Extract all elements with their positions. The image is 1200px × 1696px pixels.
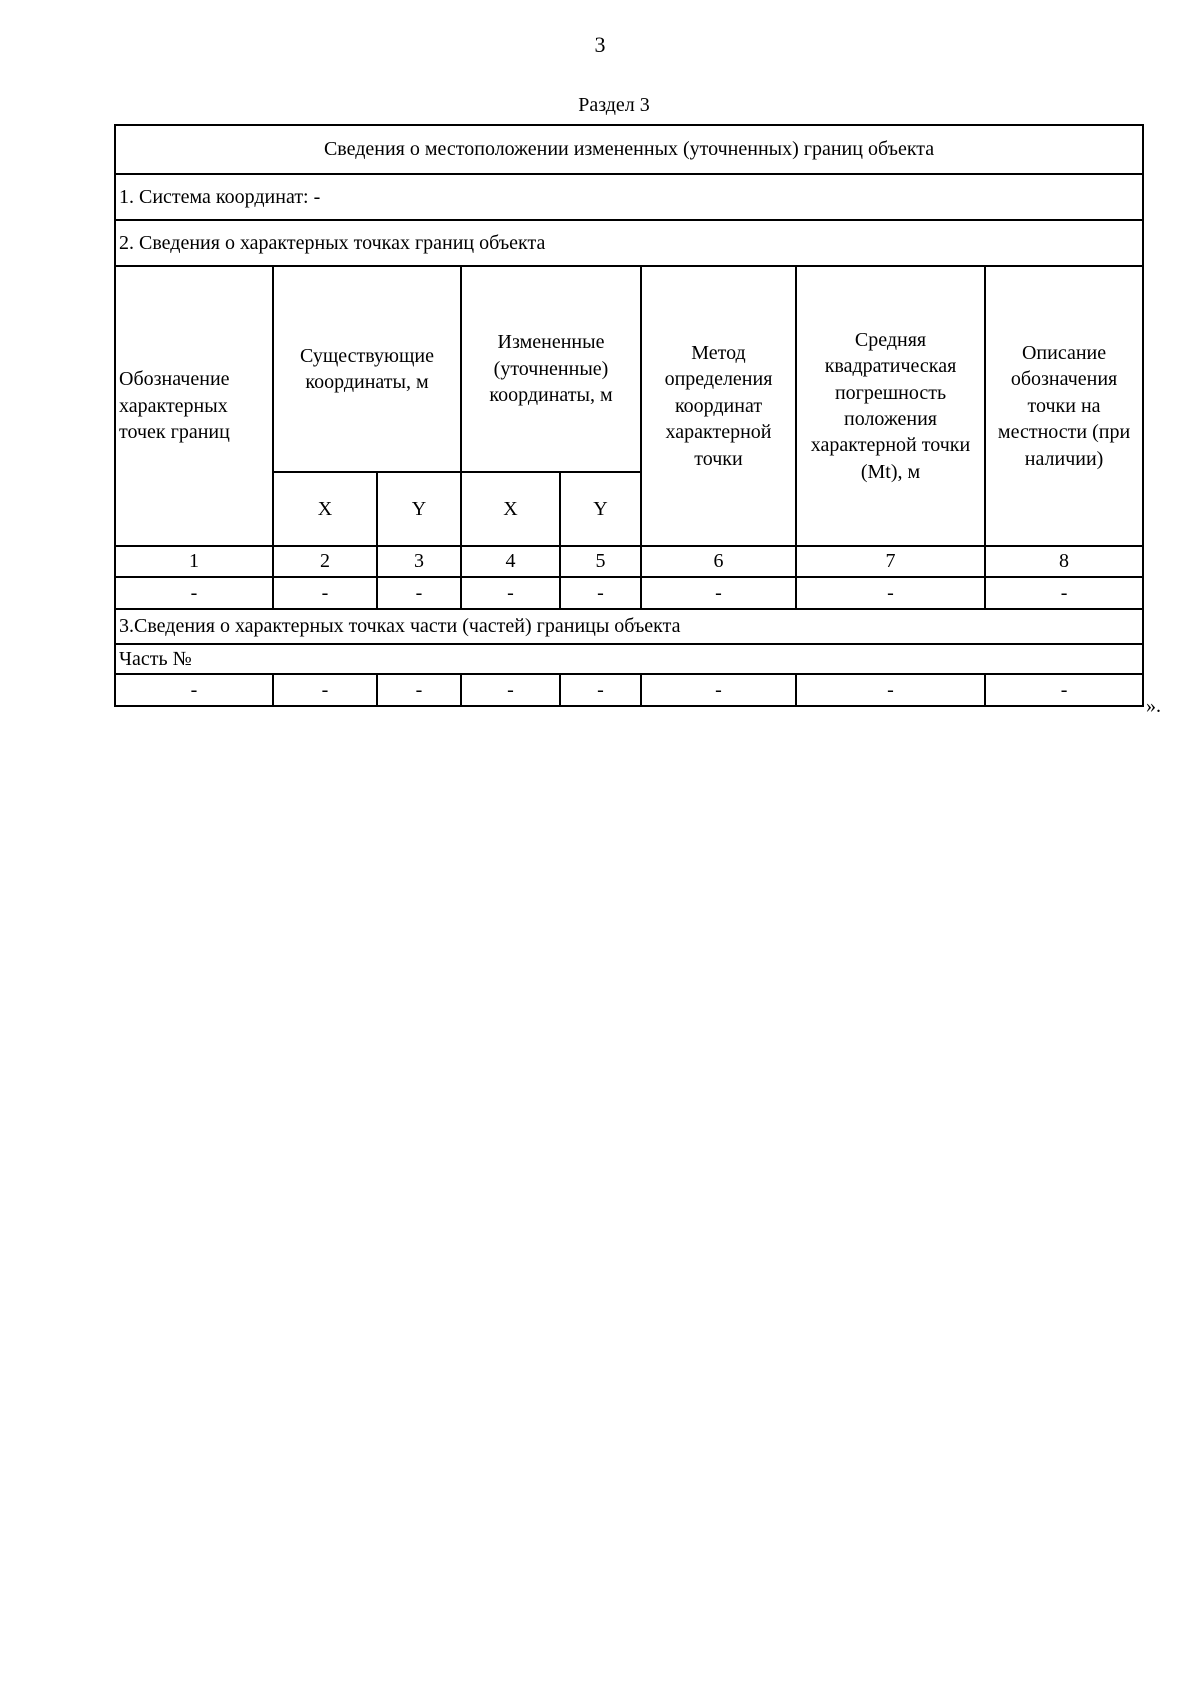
header-changed-x: X <box>461 472 560 546</box>
table-cell: - <box>641 674 796 706</box>
table-row <box>115 674 1143 706</box>
header-method: Метод определения координат характерной точки <box>641 266 796 546</box>
table-cell: - <box>560 674 641 706</box>
table-row <box>115 577 1143 609</box>
table-cell: - <box>985 577 1143 609</box>
header-changed-coordinates: Измененные (уточненные) координаты, м <box>461 266 641 472</box>
column-number: 4 <box>461 546 560 577</box>
column-number: 7 <box>796 546 985 577</box>
table-cell: - <box>377 674 461 706</box>
column-number: 2 <box>273 546 377 577</box>
coordinate-system: 1. Система координат: - <box>115 174 1143 220</box>
header-existing-coordinates: Существующие координаты, м <box>273 266 461 472</box>
table-cell: - <box>641 577 796 609</box>
section-title: Раздел 3 <box>578 94 650 116</box>
header-changed-y: Y <box>560 472 641 546</box>
table-title: Сведения о местоположении измененных (уточненных) границ объекта <box>115 125 1143 174</box>
column-number: 3 <box>377 546 461 577</box>
table-cell: - <box>560 577 641 609</box>
column-number: 5 <box>560 546 641 577</box>
table-cell: - <box>461 674 560 706</box>
column-number: 1 <box>115 546 273 577</box>
header-existing-y: Y <box>377 472 461 546</box>
table-cell: - <box>461 577 560 609</box>
table-cell: - <box>985 674 1143 706</box>
header-point-designation: Обозначение характерных точек границ <box>115 266 273 546</box>
header-description: Описание обозначения точки на местности (при наличии) <box>985 266 1143 546</box>
boundary-info-table <box>114 124 1144 707</box>
table-cell: - <box>273 674 377 706</box>
header-mean-error: Средняя квадратическая погрешность положения характерной точки (Mt), м <box>796 266 985 546</box>
table-cell: - <box>377 577 461 609</box>
points-heading: 2. Сведения о характерных точках границ объекта <box>115 220 1143 266</box>
table-cell: - <box>796 674 985 706</box>
part-label: Часть № <box>115 644 1143 674</box>
table-cell: - <box>115 674 273 706</box>
parts-heading: 3.Сведения о характерных точках части (частей) границы объекта <box>115 609 1143 644</box>
table-cell: - <box>115 577 273 609</box>
column-number: 6 <box>641 546 796 577</box>
closing-quote: ». <box>1146 695 1161 717</box>
column-number-row <box>115 546 1143 577</box>
table-cell: - <box>796 577 985 609</box>
page-number: 3 <box>594 32 606 57</box>
header-existing-x: X <box>273 472 377 546</box>
column-number: 8 <box>985 546 1143 577</box>
table-cell: - <box>273 577 377 609</box>
